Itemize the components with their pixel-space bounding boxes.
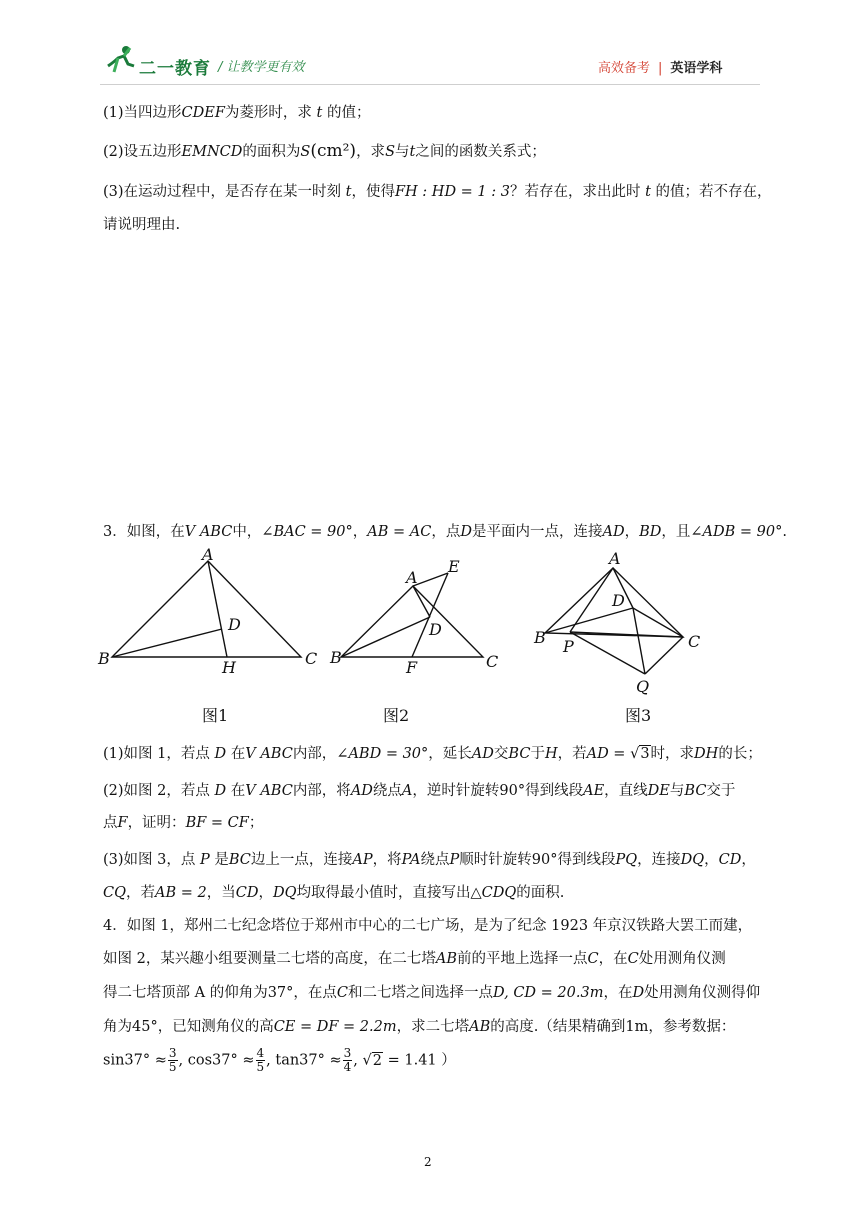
fig2-label-e: E xyxy=(448,557,460,576)
header-tag-efficient: 高效备考 xyxy=(598,61,651,76)
header-right xyxy=(598,57,722,76)
header-subject: 英语学科 xyxy=(670,61,723,76)
figure-3-diagram xyxy=(530,560,710,690)
fig2-label-c: C xyxy=(486,652,499,671)
q4-line3: 得二七塔顶部 A 的仰角为37°，在点C和二七塔之间选择一点D, CD = 20.3m，在D处用测角仪测得仰 xyxy=(103,985,761,1001)
fig3-label-c: C xyxy=(688,632,701,651)
fig3-label-q: Q xyxy=(636,677,650,696)
fig2-caption: 图2 xyxy=(383,706,410,725)
fig2-label-a: A xyxy=(406,568,418,587)
q3-sub2-cont: 点F，证明：BF = CF； xyxy=(103,815,264,831)
q3-sub1: (1)如图 1，若点 D 在V ABC内部，∠ABD = 30°，延长AD交BC于H，若AD = √3时，求DH的长； xyxy=(103,746,762,762)
q2-part3: (3)在运动过程中，是否存在某一时刻 t，使得FH : HD = 1 : 3？若存在，求出此时 t 的值；若不存在， xyxy=(103,184,772,200)
fig3-label-a: A xyxy=(609,549,621,568)
q4-line2: 如图 2，某兴趣小组要测量二七塔的高度，在二七塔AB前的平地上选择一点C，在C处用测角仪测 xyxy=(103,951,726,967)
fig2-label-f: F xyxy=(406,658,418,677)
fig3-label-p: P xyxy=(563,637,574,656)
fig1-label-a: A xyxy=(202,545,214,564)
page-number: 2 xyxy=(424,1155,432,1169)
fig1-label-d: D xyxy=(228,615,241,634)
fig2-label-b: B xyxy=(330,648,342,667)
q2-part1: (1)当四边形CDEF为菱形时，求 t 的值； xyxy=(103,105,371,121)
brand-slogan: / 让教学更有效 xyxy=(218,60,305,75)
fig3-caption: 图3 xyxy=(625,706,652,725)
q3-sub2: (2)如图 2，若点 D 在V ABC内部，将AD绕点A，逆时针旋转90°得到线段AE，直线DE与BC交于 xyxy=(103,783,736,799)
q2-part2: (2)设五边形EMNCD的面积为S(cm²)，求S与t之间的函数关系式； xyxy=(103,141,546,161)
fig3-label-b: B xyxy=(534,628,546,647)
header-rule xyxy=(100,84,760,85)
brand-name: 二一教育 xyxy=(139,59,211,79)
q2-part3-cont: 请说明理由. xyxy=(103,217,181,233)
header-separator: | xyxy=(658,61,663,76)
q4-line1: 4．如图 1，郑州二七纪念塔位于郑州市中心的二七广场，是为了纪念 1923 年京汉铁路大罢工而建， xyxy=(103,918,753,934)
runner-logo-icon xyxy=(104,44,138,78)
q3-sub3-cont: CQ，若AB = 2，当CD，DQ均取得最小值时，直接写出△CDQ的面积. xyxy=(103,885,565,901)
q4-line4: 角为45°，已知测角仪的高CE = DF = 2.2m，求二七塔AB的高度.（结果精确到1m，参考数据： xyxy=(103,1019,736,1035)
fig3-label-d: D xyxy=(612,591,625,610)
page-header xyxy=(0,0,860,86)
fig1-caption: 图1 xyxy=(202,706,229,725)
q3-intro: 3．如图，在V ABC中，∠BAC = 90°，AB = AC，点D是平面内一点，连接AD，BD，且∠ADB = 90°. xyxy=(103,524,787,540)
q3-sub3: (3)如图 3，点 P 是BC边上一点，连接AP，将PA绕点P顺时针旋转90°得到线段PQ，连接DQ，CD， xyxy=(103,852,756,868)
fig1-label-h: H xyxy=(222,658,236,677)
fig1-label-c: C xyxy=(305,649,318,668)
fig2-label-d: D xyxy=(429,620,442,639)
fig1-label-b: B xyxy=(98,649,110,668)
q4-line5-reference-values: sin37° ≈ $\frac{3}{5}$ , cos37° ≈ $\frac{4}{5}$ , tan37° ≈ $\frac{3}{4}$ , √2 = 1.41 ） xyxy=(103,1046,456,1074)
